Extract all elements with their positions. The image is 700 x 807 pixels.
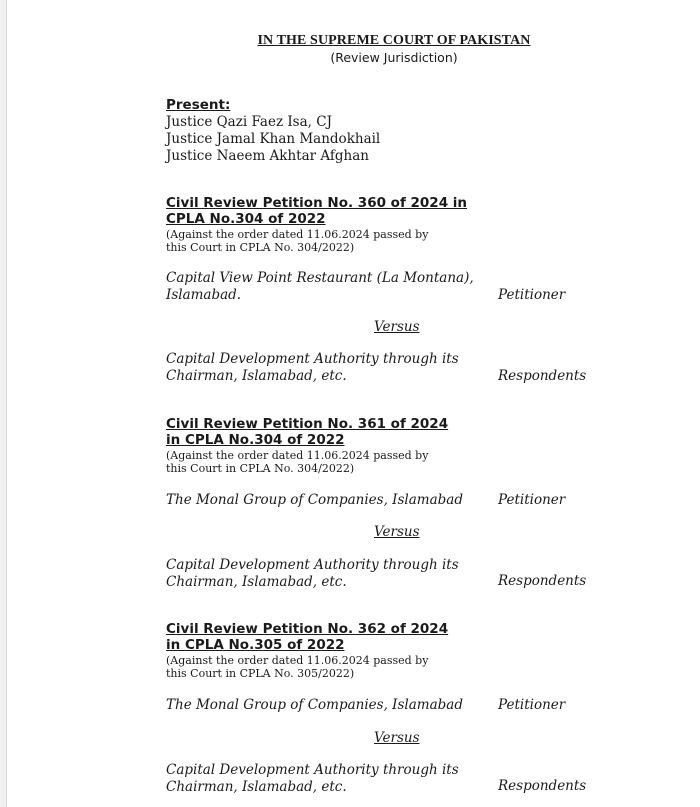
- case-2-note-line2: this Court in CPLA No. 304/2022): [166, 462, 355, 475]
- case-3-respondent-role: Respondents: [498, 778, 587, 794]
- case-1-petitioner-line2: Islamabad.: [166, 287, 242, 303]
- case-1-respondent-line2: Chairman, Islamabad, etc.: [166, 368, 347, 384]
- jurisdiction-label: (Review Jurisdiction): [330, 50, 458, 65]
- present-block: [166, 97, 380, 165]
- case-3-respondent-line1: Capital Development Authority through its: [166, 762, 459, 778]
- case-2-petitioner-role: Petitioner: [498, 492, 566, 508]
- case-3-title-line2: in CPLA No.305 of 2022: [166, 637, 345, 653]
- judge-2: Justice Jamal Khan Mandokhail: [166, 131, 381, 147]
- case-2-petitioner: [166, 492, 463, 509]
- case-1-petitioner-role: Petitioner: [498, 287, 566, 303]
- case-3-versus: Versus: [374, 730, 420, 746]
- case-2-respondent: [166, 557, 459, 591]
- case-3-title: [166, 621, 448, 653]
- case-2-title: [166, 416, 448, 448]
- case-1-respondent-role: Respondents: [498, 368, 587, 384]
- case-3-note-line1: (Against the order dated 11.06.2024 passed by: [166, 654, 429, 667]
- case-1-title: [166, 195, 467, 227]
- case-1-title-line1: Civil Review Petition No. 360 of 2024 in: [166, 195, 468, 211]
- case-2-note-line1: (Against the order dated 11.06.2024 passed by: [166, 449, 429, 462]
- case-3-respondent-line2: Chairman, Islamabad, etc.: [166, 779, 347, 795]
- case-1-respondent-line1: Capital Development Authority through its: [166, 351, 459, 367]
- case-3-petitioner: [166, 697, 463, 714]
- case-2-petitioner-line1: The Monal Group of Companies, Islamabad: [166, 492, 463, 508]
- case-2-note: [166, 449, 428, 475]
- case-1-note-line1: (Against the order dated 11.06.2024 passed by: [166, 228, 429, 241]
- case-2-title-line1: Civil Review Petition No. 361 of 2024: [166, 416, 449, 432]
- case-2-respondent-line1: Capital Development Authority through its: [166, 557, 459, 573]
- present-label: Present:: [166, 97, 231, 113]
- case-2-versus: Versus: [374, 524, 420, 540]
- judge-1: Justice Qazi Faez Isa, CJ: [166, 114, 332, 130]
- case-1-versus: Versus: [374, 319, 420, 335]
- case-3-note-line2: this Court in CPLA No. 305/2022): [166, 667, 355, 680]
- page-edge: [0, 0, 7, 807]
- case-1-respondent: [166, 351, 459, 385]
- case-2-title-line2: in CPLA No.304 of 2022: [166, 432, 345, 448]
- case-1-petitioner: [166, 270, 474, 304]
- judge-3: Justice Naeem Akhtar Afghan: [166, 148, 369, 164]
- case-3-note: [166, 654, 428, 680]
- court-title: IN THE SUPREME COURT OF PAKISTAN: [257, 33, 531, 48]
- case-1-petitioner-line1: Capital View Point Restaurant (La Montana),: [166, 270, 474, 286]
- case-2-respondent-role: Respondents: [498, 573, 587, 589]
- case-1-note-line2: this Court in CPLA No. 304/2022): [166, 241, 355, 254]
- case-2-respondent-line2: Chairman, Islamabad, etc.: [166, 574, 347, 590]
- case-1-title-line2: CPLA No.304 of 2022: [166, 211, 326, 227]
- case-3-petitioner-role: Petitioner: [498, 697, 566, 713]
- case-3-respondent: [166, 762, 459, 796]
- case-1-note: [166, 228, 428, 254]
- case-3-petitioner-line1: The Monal Group of Companies, Islamabad: [166, 697, 463, 713]
- case-3-title-line1: Civil Review Petition No. 362 of 2024: [166, 621, 449, 637]
